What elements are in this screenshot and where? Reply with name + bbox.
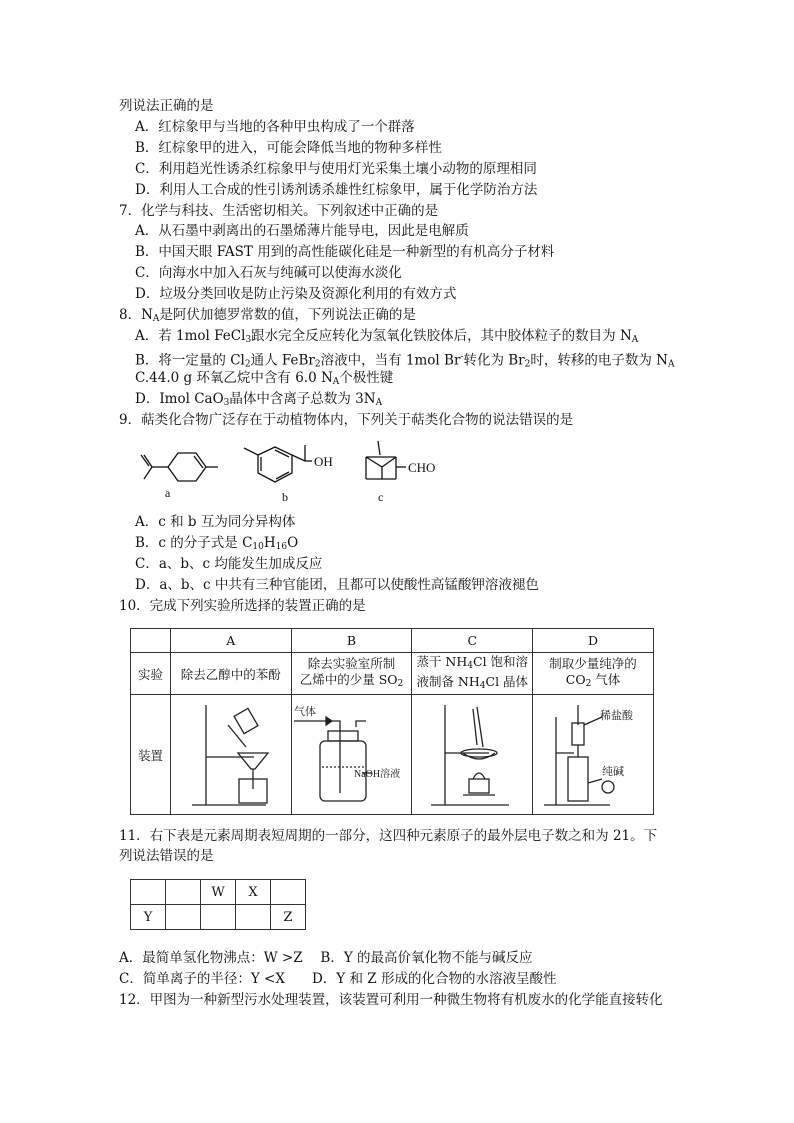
label-b: b <box>282 490 288 504</box>
pt-cell-y: Y <box>131 905 166 930</box>
q7-option-a: A．从石墨中剥离出的石墨烯薄片能导电，因此是电解质 <box>135 223 469 239</box>
svg-text:NaOH溶液: NaOH溶液 <box>354 769 401 780</box>
q6-stem-tail: 列说法正确的是 <box>119 98 214 114</box>
q8-option-c: C.44.0 g 环氧乙烷中含有 6.0 $N_A$个极性键 <box>135 370 394 387</box>
q6-option-b: B．红棕象甲的进入，可能会降低当地的物种多样性 <box>135 140 442 156</box>
q12-stem: 12．甲图为一种新型污水处理装置，该装置可利用一种微生物将有机废水的化学能直接转化 <box>119 992 663 1008</box>
pt-cell-w: W <box>201 880 236 905</box>
q7-option-b: B．中国天眼 FAST 用到的高性能碳化硅是一种新型的有机高分子材料 <box>135 244 555 260</box>
q11-stem-line1: 11．右下表是元素周期表短周期的一部分，这四种元素原子的最外层电子数之和为 21。下 <box>119 828 658 844</box>
row-label-experiment: 实验 <box>131 653 171 695</box>
q8-stem: 8．$N_A$是阿伏加德罗常数的值，下列说法正确的是 <box>119 307 416 324</box>
apparatus-c <box>412 695 533 815</box>
apparatus-d <box>533 695 654 815</box>
pt-cell <box>271 880 306 905</box>
pt-cell-z: Z <box>271 905 306 930</box>
q9-option-b: B．c 的分子式是 $C_{10}H_{16}O$ <box>135 535 299 552</box>
q8-option-d: D．Imol CaO$_3$晶体中含离子总数为 $3N_A$ <box>135 391 383 408</box>
label-a: a <box>165 486 171 500</box>
q9-option-a: A．c 和 b 互为同分异构体 <box>135 514 296 530</box>
pt-cell <box>166 905 201 930</box>
apparatus-a <box>170 695 291 815</box>
gas-generation-apparatus-icon <box>534 697 652 809</box>
table-header-c: C <box>412 629 533 653</box>
q9-stem: 9．萜类化合物广泛存在于动植物体内，下列关于萜类化合物的说法错误的是 <box>119 412 574 428</box>
pt-cell-x: X <box>236 880 271 905</box>
pt-cell <box>236 905 271 930</box>
svg-text:稀盐酸: 稀盐酸 <box>600 710 634 722</box>
table-header-d: D <box>533 629 654 653</box>
svg-text:气体: 气体 <box>294 706 317 718</box>
q6-option-a: A．红棕象甲与当地的各种甲虫构成了一个群落 <box>135 119 415 135</box>
q7-stem: 7．化学与科技、生活密切相关。下列叙述中正确的是 <box>119 203 439 219</box>
evaporation-apparatus-icon <box>417 697 527 809</box>
periodic-table-fragment <box>130 879 306 930</box>
table-header-a: A <box>170 629 291 653</box>
label-c: c <box>378 490 384 504</box>
q6-option-d: D．利用人工合成的性引诱剂诱杀雄性红棕象甲，属于化学防治方法 <box>135 182 538 198</box>
q7-option-d: D．垃圾分类回收是防止污染及资源化利用的有效方式 <box>135 286 457 302</box>
q11-options-line2: C．简单离子的半径：Y <X D．Y 和 Z 形成的化合物的水溶液呈酸性 <box>119 971 557 987</box>
q9-option-c: C．a、b、c 均能发生加成反应 <box>135 556 323 572</box>
q11-options-line1: A．最简单氢化物沸点：W >Z B．Y 的最高价氧化物不能与碱反应 <box>119 950 533 966</box>
table-header-blank <box>131 629 171 653</box>
experiment-d: 制取少量纯净的 $CO_2$ 气体 <box>533 653 654 695</box>
q8-option-b: B．将一定量的 $Cl_2$通人 FeBr$_2$溶液中，当有 1mol Br-转化为 $Br_2$时，转移的电子数为 $N_A$ <box>135 352 675 370</box>
q10-stem: 10．完成下列实验所选择的装置正确的是 <box>119 598 366 614</box>
structure-b <box>244 445 312 482</box>
oh-group-label: OH <box>314 454 333 469</box>
pt-cell <box>166 880 201 905</box>
structure-c <box>366 441 406 479</box>
apparatus-b <box>291 695 412 815</box>
filtration-apparatus-icon <box>176 697 286 809</box>
table-header-b: B <box>291 629 412 653</box>
cho-group-label: CHO <box>408 460 436 475</box>
q9-option-d: D．a、b、c 中共有三种官能团，且都可以使酸性高锰酸钾溶液褪色 <box>135 577 539 593</box>
row-label-apparatus: 装置 <box>131 695 171 815</box>
q11-stem-line2: 列说法错误的是 <box>119 848 214 864</box>
q8-option-a: A．若 1mol FeCl$_3$跟水完全反应转化为氢氧化铁胶体后，其中胶体粒子的数目为 $N_A$ <box>135 328 639 345</box>
pt-cell <box>131 880 166 905</box>
q7-option-c: C．向海水中加入石灰与纯碱可以使海水淡化 <box>135 265 402 281</box>
experiment-b: 除去实验室所制 乙烯中的少量 $SO_2$ <box>291 653 412 695</box>
experiment-a: 除去乙醇中的苯酚 <box>170 653 291 695</box>
svg-text:纯碱: 纯碱 <box>602 766 625 778</box>
q6-option-c: C．利用趋光性诱杀红棕象甲与使用灯光采集土壤小动物的原理相同 <box>135 161 537 177</box>
structure-a <box>141 453 218 481</box>
gas-washing-bottle-icon <box>292 697 410 809</box>
experiment-table <box>130 628 654 815</box>
pt-cell <box>201 905 236 930</box>
experiment-c: 蒸干 $NH_4Cl$ 饱和溶 液制备 $NH_4Cl$ 晶体 <box>412 653 533 695</box>
q9-structures <box>130 435 460 507</box>
